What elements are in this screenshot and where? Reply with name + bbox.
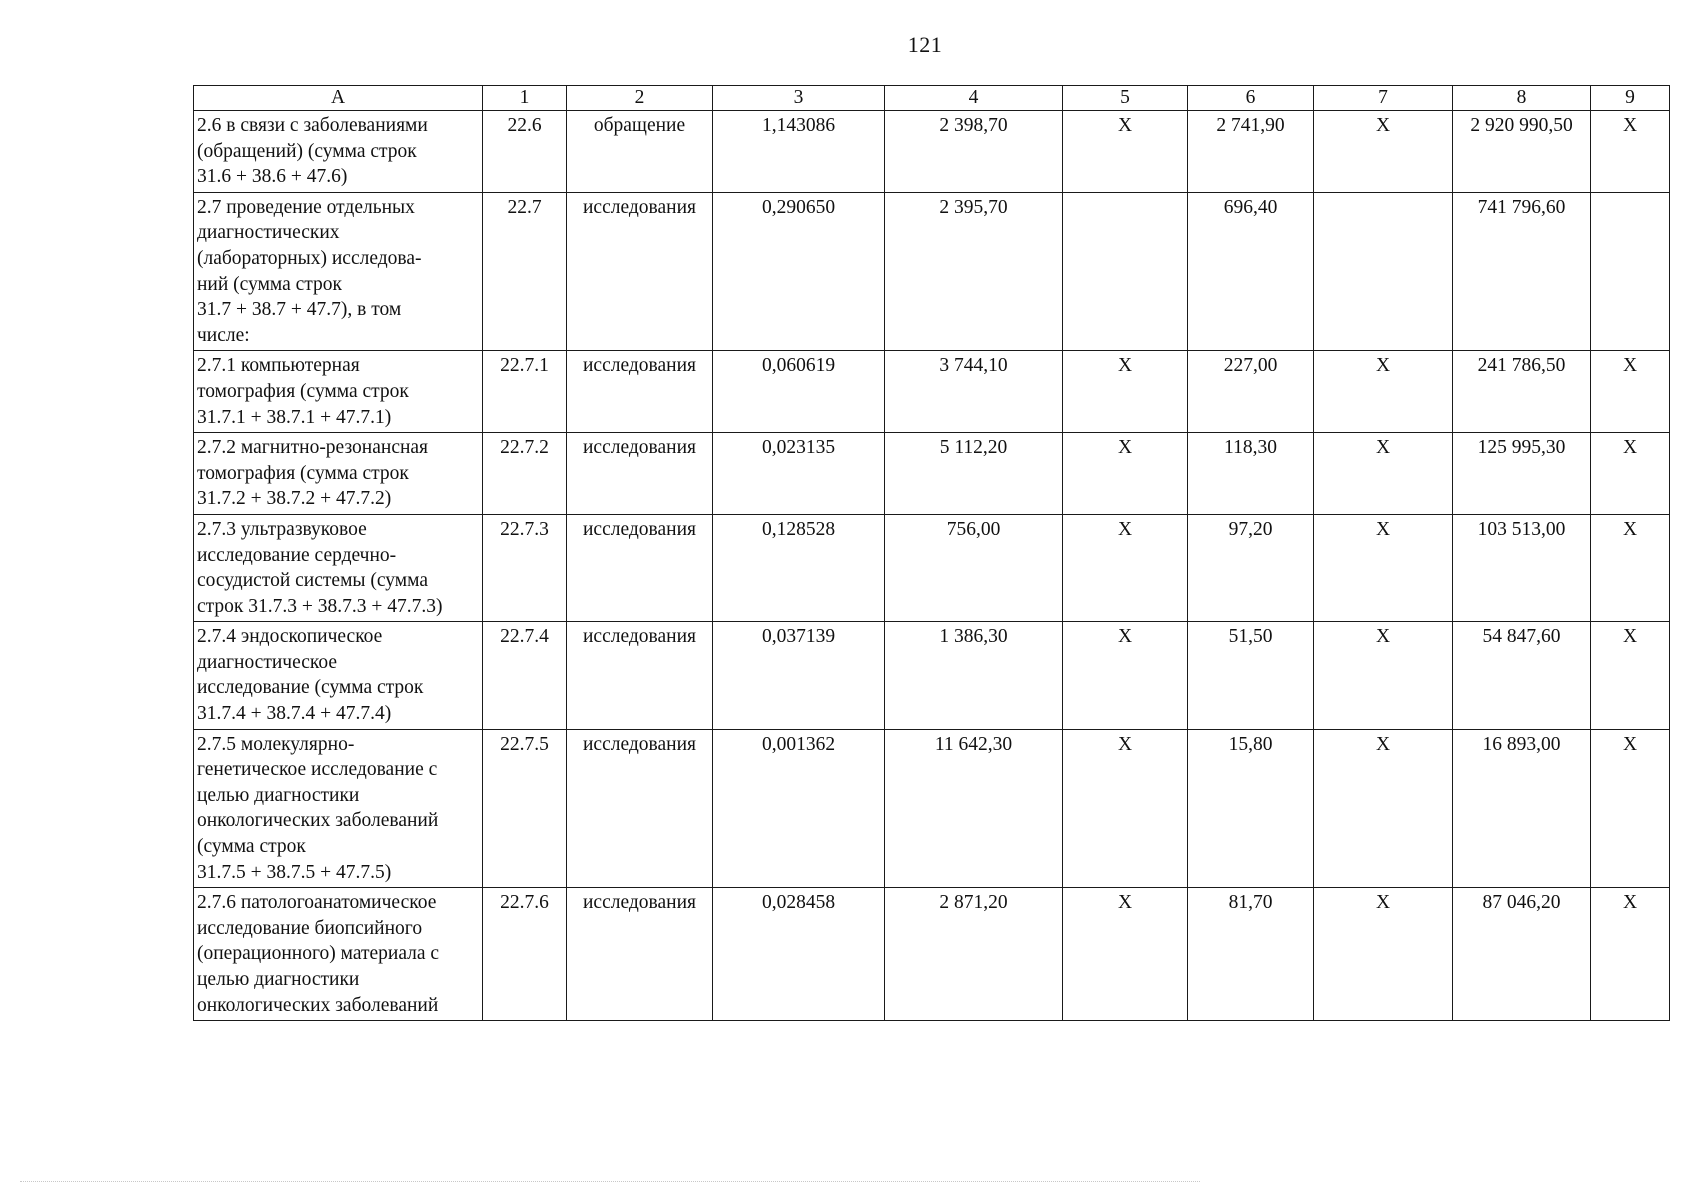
cell-col-5: X: [1063, 729, 1188, 888]
cell-col-4: 5 112,20: [885, 433, 1063, 515]
cell-col-5: X: [1063, 111, 1188, 193]
cell-col-3: 0,128528: [713, 514, 885, 621]
table-row: [194, 514, 1670, 621]
row-unit: исследования: [567, 622, 713, 729]
cell-col-4: 2 871,20: [885, 888, 1063, 1021]
scan-artifact-line: [20, 1181, 1200, 1183]
row-unit: исследования: [567, 729, 713, 888]
row-unit: исследования: [567, 888, 713, 1021]
cell-col-8: 2 920 990,50: [1453, 111, 1591, 193]
cell-col-6: 15,80: [1188, 729, 1314, 888]
table-container: [193, 85, 1670, 1021]
header-row: [194, 86, 1670, 111]
cell-col-6: 696,40: [1188, 192, 1314, 351]
row-code: 22.7.2: [483, 433, 567, 515]
row-unit: исследования: [567, 433, 713, 515]
cell-col-3: 1,143086: [713, 111, 885, 193]
cell-col-7: [1314, 192, 1453, 351]
row-code: 22.7: [483, 192, 567, 351]
cell-col-7: X: [1314, 888, 1453, 1021]
table-row: [194, 351, 1670, 433]
cell-col-3: 0,028458: [713, 888, 885, 1021]
cell-col-4: 756,00: [885, 514, 1063, 621]
cell-col-3: 0,060619: [713, 351, 885, 433]
cell-col-7: X: [1314, 729, 1453, 888]
cell-col-5: X: [1063, 433, 1188, 515]
column-header-1: 1: [483, 86, 567, 111]
table-row: [194, 888, 1670, 1021]
row-unit: исследования: [567, 514, 713, 621]
column-header-7: 7: [1314, 86, 1453, 111]
cell-col-9: X: [1591, 622, 1670, 729]
row-code: 22.7.4: [483, 622, 567, 729]
row-description: 2.6 в связи с заболеваниями (обращений) (сумма строк 31.6 + 38.6 + 47.6): [194, 111, 483, 193]
cell-col-6: 81,70: [1188, 888, 1314, 1021]
column-header-8: 8: [1453, 86, 1591, 111]
cell-col-7: X: [1314, 351, 1453, 433]
cell-col-6: 51,50: [1188, 622, 1314, 729]
cell-col-8: 741 796,60: [1453, 192, 1591, 351]
cell-col-4: 1 386,30: [885, 622, 1063, 729]
row-code: 22.7.6: [483, 888, 567, 1021]
cell-col-9: [1591, 192, 1670, 351]
column-header-a: А: [194, 86, 483, 111]
row-code: 22.7.5: [483, 729, 567, 888]
cell-col-5: X: [1063, 351, 1188, 433]
cell-col-4: 11 642,30: [885, 729, 1063, 888]
data-table: [193, 85, 1670, 1021]
cell-col-3: 0,001362: [713, 729, 885, 888]
row-code: 22.7.3: [483, 514, 567, 621]
cell-col-9: X: [1591, 111, 1670, 193]
cell-col-5: X: [1063, 514, 1188, 621]
cell-col-3: 0,290650: [713, 192, 885, 351]
page-number: 121: [907, 32, 943, 57]
cell-col-4: 3 744,10: [885, 351, 1063, 433]
column-header-2: 2: [567, 86, 713, 111]
row-description: 2.7.6 патологоанатомическое исследование биопсийного (операционного) материала с целью диагностики онкологических заболеваний: [194, 888, 483, 1021]
cell-col-9: X: [1591, 888, 1670, 1021]
table-row: [194, 111, 1670, 193]
cell-col-8: 103 513,00: [1453, 514, 1591, 621]
cell-col-9: X: [1591, 433, 1670, 515]
cell-col-8: 87 046,20: [1453, 888, 1591, 1021]
cell-col-7: X: [1314, 622, 1453, 729]
table-row: [194, 622, 1670, 729]
column-header-6: 6: [1188, 86, 1314, 111]
cell-col-6: 97,20: [1188, 514, 1314, 621]
cell-col-9: X: [1591, 351, 1670, 433]
cell-col-6: 118,30: [1188, 433, 1314, 515]
column-header-3: 3: [713, 86, 885, 111]
cell-col-8: 125 995,30: [1453, 433, 1591, 515]
table-row: [194, 433, 1670, 515]
cell-col-6: 227,00: [1188, 351, 1314, 433]
cell-col-9: X: [1591, 729, 1670, 888]
cell-col-5: [1063, 192, 1188, 351]
table-row: [194, 729, 1670, 888]
column-header-4: 4: [885, 86, 1063, 111]
cell-col-7: X: [1314, 433, 1453, 515]
cell-col-6: 2 741,90: [1188, 111, 1314, 193]
row-description: 2.7 проведение отдельных диагностических (лабораторных) исследова- ний (сумма строк 31.7 + 38.7 + 47.7), в том числе:: [194, 192, 483, 351]
cell-col-8: 16 893,00: [1453, 729, 1591, 888]
cell-col-7: X: [1314, 514, 1453, 621]
table-row: [194, 192, 1670, 351]
cell-col-9: X: [1591, 514, 1670, 621]
cell-col-4: 2 395,70: [885, 192, 1063, 351]
cell-col-5: X: [1063, 622, 1188, 729]
cell-col-8: 54 847,60: [1453, 622, 1591, 729]
row-description: 2.7.3 ультразвуковое исследование сердечно- сосудистой системы (сумма строк 31.7.3 + 38.7.3 + 47.7.3): [194, 514, 483, 621]
row-description: 2.7.2 магнитно-резонансная томография (сумма строк 31.7.2 + 38.7.2 + 47.7.2): [194, 433, 483, 515]
row-description: 2.7.1 компьютерная томография (сумма строк 31.7.1 + 38.7.1 + 47.7.1): [194, 351, 483, 433]
column-header-5: 5: [1063, 86, 1188, 111]
row-unit: исследования: [567, 351, 713, 433]
row-unit: исследования: [567, 192, 713, 351]
row-description: 2.7.4 эндоскопическое диагностическое исследование (сумма строк 31.7.4 + 38.7.4 + 47.7.4): [194, 622, 483, 729]
cell-col-4: 2 398,70: [885, 111, 1063, 193]
row-unit: обращение: [567, 111, 713, 193]
cell-col-3: 0,023135: [713, 433, 885, 515]
row-description: 2.7.5 молекулярно- генетическое исследование с целью диагностики онкологических заболеваний (сумма строк 31.7.5 + 38.7.5 + 47.7.5): [194, 729, 483, 888]
row-code: 22.6: [483, 111, 567, 193]
cell-col-3: 0,037139: [713, 622, 885, 729]
cell-col-5: X: [1063, 888, 1188, 1021]
cell-col-7: X: [1314, 111, 1453, 193]
row-code: 22.7.1: [483, 351, 567, 433]
column-header-9: 9: [1591, 86, 1670, 111]
cell-col-8: 241 786,50: [1453, 351, 1591, 433]
